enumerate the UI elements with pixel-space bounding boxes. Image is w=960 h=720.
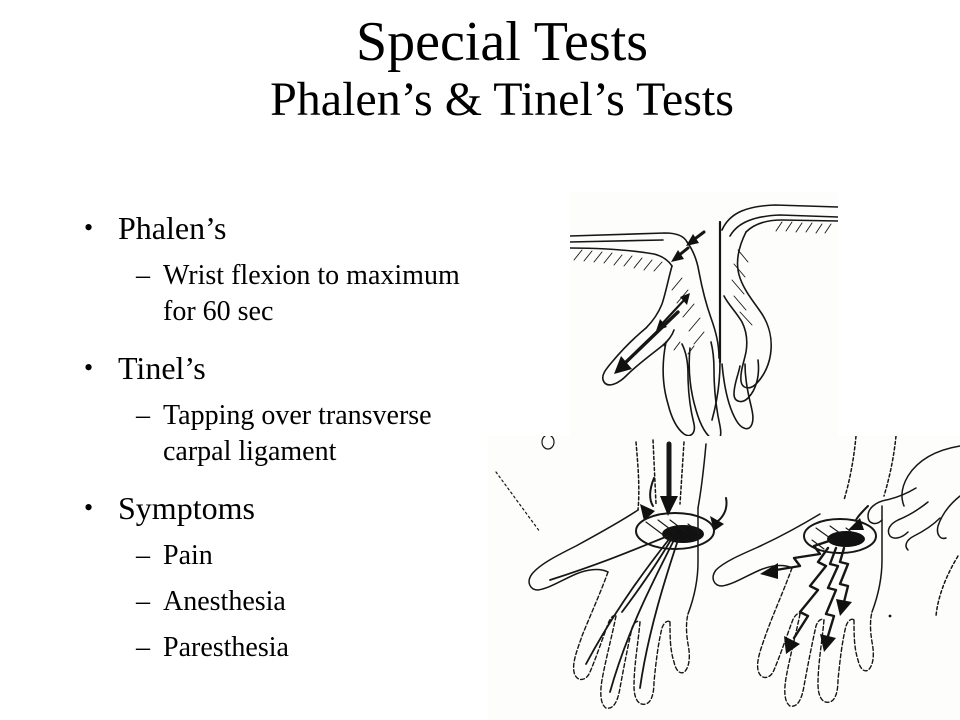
right-hand [722, 232, 771, 429]
left-hand [603, 242, 721, 440]
bullet-group-symptoms [84, 488, 504, 666]
bullet-list [84, 208, 504, 684]
slide-subtitle: Phalen’s & Tinel’s Tests [270, 73, 734, 127]
sub-bullet-text: Anesthesia [163, 586, 286, 617]
dash-marker: – [136, 400, 150, 431]
right-forearm [844, 436, 896, 500]
phalens-maneuver-illustration [570, 192, 838, 452]
bullet-item [84, 348, 504, 388]
bullet-item [84, 488, 504, 528]
left-forearm-lines [570, 233, 687, 271]
right-forearm-lines [722, 205, 838, 236]
bullet-marker: • [84, 213, 94, 242]
sub-bullet-text: Wrist flexion to maximum for 60 sec [163, 260, 460, 327]
bullet-marker: • [84, 353, 94, 382]
left-fingers [574, 572, 690, 708]
left-palm [529, 508, 698, 614]
paresthesia-zigzag-arrows [760, 540, 852, 654]
bullet-marker: • [84, 493, 94, 522]
sub-bullet-item [136, 258, 504, 330]
dash-marker: – [136, 632, 150, 663]
bullet-label: Phalen’s [118, 210, 227, 246]
bullet-label: Tinel’s [118, 350, 206, 386]
sub-bullet-text: Paresthesia [163, 632, 289, 663]
sub-bullet-text: Tapping over transverse carpal ligament [163, 400, 432, 467]
median-nerve-branches [550, 536, 678, 692]
slide-title: Special Tests [355, 11, 649, 73]
bullet-label: Symptoms [118, 490, 255, 526]
tapping-arrow [640, 444, 727, 531]
sub-bullet-item [136, 584, 504, 620]
sub-bullet-item [136, 398, 504, 470]
dash-marker: – [136, 260, 150, 291]
bullet-group-phalens [84, 208, 504, 330]
bullet-item [84, 208, 504, 248]
tinels-test-illustration [488, 436, 960, 720]
phalens-figure [570, 192, 838, 452]
bullet-group-tinels [84, 348, 504, 470]
sub-bullet-text: Pain [163, 540, 213, 571]
wrist-flexion-arrows [614, 232, 704, 374]
dash-marker: – [136, 586, 150, 617]
sub-bullet-item [136, 630, 504, 666]
dash-marker: – [136, 540, 150, 571]
tinels-figure [488, 436, 960, 720]
sub-bullet-item [136, 538, 504, 574]
hands-contact-line [712, 222, 720, 420]
title-block [40, 12, 960, 126]
examiner-hand [848, 446, 960, 616]
